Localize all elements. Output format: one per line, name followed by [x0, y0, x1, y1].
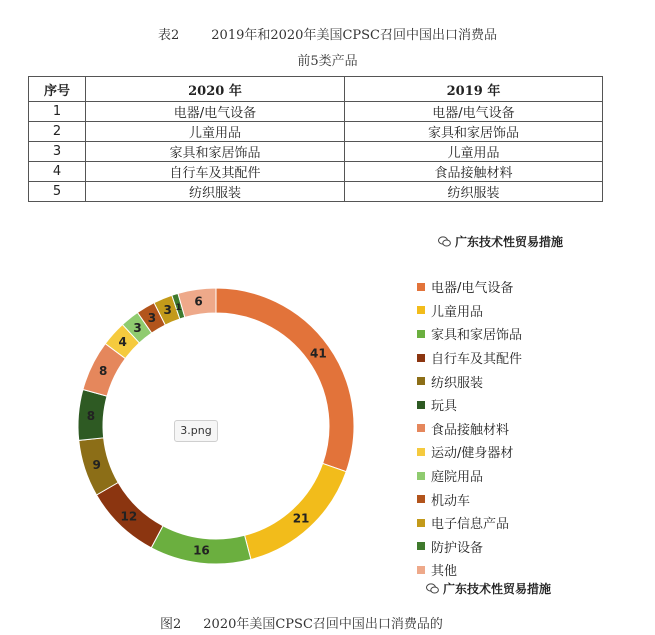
image-filename-badge: 3.png	[174, 420, 218, 442]
slice-data-label: 4	[118, 335, 127, 350]
header-index: 序号	[29, 77, 86, 102]
legend-item	[417, 346, 522, 370]
legend-label: 其他	[431, 564, 458, 580]
slice-data-label: 12	[120, 509, 138, 524]
legend-swatch	[417, 566, 425, 574]
legend-swatch	[417, 495, 425, 503]
table-row	[29, 102, 603, 122]
header-2019: 2019 年	[345, 77, 603, 102]
recall-table	[28, 76, 603, 202]
table-caption-line2: 前5类产品	[297, 54, 358, 69]
header-2020: 2020 年	[86, 77, 345, 102]
legend-label: 机动车	[431, 493, 471, 509]
legend-item	[417, 322, 522, 346]
legend-item	[417, 275, 522, 299]
table-row	[29, 162, 603, 182]
legend-label: 防护设备	[431, 540, 484, 556]
slice-data-label: 8	[86, 408, 96, 423]
table-cell: 食品接触材料	[345, 162, 603, 182]
table-cell: 2	[29, 122, 86, 142]
table-cell: 电器/电气设备	[345, 102, 603, 122]
table-caption	[0, 24, 655, 43]
legend-item	[417, 535, 522, 559]
legend-label: 电子信息产品	[431, 517, 510, 533]
table-cell: 3	[29, 142, 86, 162]
table-header-row	[29, 77, 603, 102]
legend-swatch	[417, 401, 425, 409]
table-row	[29, 142, 603, 162]
slice-data-label: 6	[194, 294, 203, 309]
wechat-icon	[438, 236, 451, 247]
figure-caption	[160, 613, 465, 632]
watermark-text: 广东技术性贸易措施	[443, 582, 552, 596]
legend-label: 家具和家居饰品	[431, 328, 523, 344]
legend-label: 自行车及其配件	[431, 352, 523, 368]
legend-item	[417, 487, 522, 511]
legend-item	[417, 417, 522, 441]
legend-label: 儿童用品	[431, 304, 484, 320]
table-cell: 自行车及其配件	[86, 162, 345, 182]
figure-caption-label: 图2	[160, 617, 182, 632]
slice-data-label: 21	[292, 511, 310, 526]
watermark-bottom	[426, 580, 551, 597]
watermark-text: 广东技术性贸易措施	[455, 235, 564, 249]
slice-data-label: 41	[310, 346, 327, 361]
legend-swatch	[417, 330, 425, 338]
slice-data-label: 3	[147, 311, 157, 326]
slice-data-label: 3	[163, 303, 172, 318]
legend-swatch	[417, 542, 425, 550]
table-cell: 家具和家居饰品	[86, 142, 345, 162]
legend-item	[417, 511, 522, 535]
slice-data-label: 1	[175, 303, 182, 314]
legend-swatch	[417, 424, 425, 432]
table-cell: 1	[29, 102, 86, 122]
legend-item	[417, 393, 522, 417]
legend-swatch	[417, 306, 425, 314]
table-row	[29, 122, 603, 142]
legend-label: 纺织服装	[431, 375, 484, 391]
slice-data-label: 3	[133, 321, 142, 336]
legend-swatch	[417, 472, 425, 480]
legend-label: 玩具	[431, 399, 458, 415]
legend-item	[417, 369, 522, 393]
table-caption-label: 表2	[158, 28, 180, 43]
legend-swatch	[417, 377, 425, 385]
donut-slice	[216, 288, 354, 472]
slice-data-label: 8	[99, 363, 108, 378]
legend-label: 电器/电气设备	[431, 281, 514, 297]
table-caption-line1: 2019年和2020年美国CPSC召回中国出口消费品	[211, 28, 497, 43]
table-cell: 儿童用品	[345, 142, 603, 162]
legend-swatch	[417, 354, 425, 362]
slice-data-label: 9	[92, 457, 101, 472]
legend-item	[417, 464, 522, 488]
legend-swatch	[417, 519, 425, 527]
table-cell: 纺织服装	[345, 182, 603, 202]
legend-item	[417, 558, 522, 582]
slice-data-label: 16	[193, 543, 210, 558]
legend-label: 庭院用品	[431, 470, 484, 486]
figure-caption-text: 2020年美国CPSC召回中国出口消费品的	[203, 617, 443, 632]
table-cell: 电器/电气设备	[86, 102, 345, 122]
legend-item	[417, 299, 522, 323]
watermark-top	[438, 233, 563, 250]
legend-swatch	[417, 448, 425, 456]
table-cell: 5	[29, 182, 86, 202]
legend-label: 运动/健身器材	[431, 446, 514, 462]
table-cell: 家具和家居饰品	[345, 122, 603, 142]
table-cell: 纺织服装	[86, 182, 345, 202]
legend-label: 食品接触材料	[431, 422, 510, 438]
wechat-icon	[426, 583, 439, 594]
legend-swatch	[417, 283, 425, 291]
legend-item	[417, 440, 522, 464]
table-cell: 儿童用品	[86, 122, 345, 142]
table-cell: 4	[29, 162, 86, 182]
chart-legend	[417, 275, 522, 582]
table-row	[29, 182, 603, 202]
